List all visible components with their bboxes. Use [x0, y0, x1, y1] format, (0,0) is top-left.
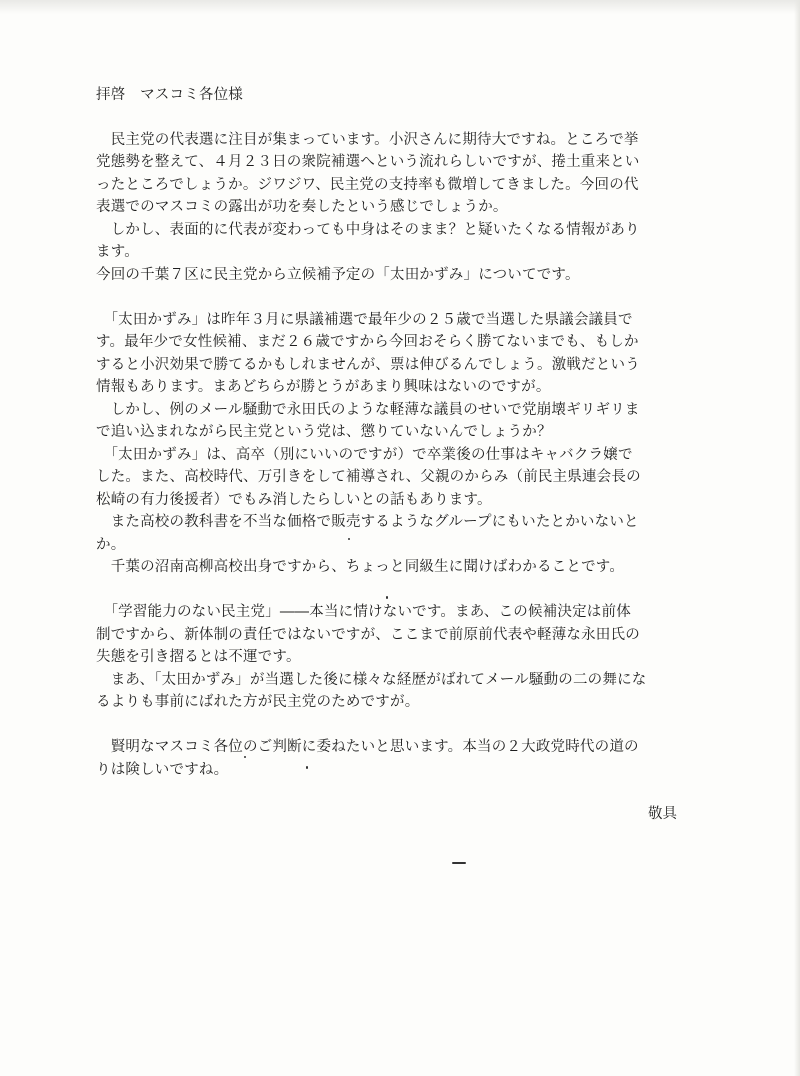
- text-line: か。: [96, 536, 126, 553]
- text-line: りは険しいですね。: [96, 761, 229, 778]
- salutation: 拝啓 マスコミ各位様: [96, 87, 243, 103]
- text-line: した。また、高校時代、万引きをして補導され、父親のからみ（前民主県連会長の: [96, 469, 641, 485]
- paragraph-3: [96, 601, 700, 714]
- text-line: すると小沢効果で勝てるかもしれませんが、票は伸びるんでしょう。激戦だという: [96, 356, 640, 373]
- scan-edge-shadow: [794, 0, 800, 1076]
- scan-speck: [244, 756, 246, 758]
- text-line: しかし、例のメール騒動で永田氏のような軽薄な議員のせいで党崩壊ギリギリま: [96, 401, 640, 418]
- paragraph-gap: [96, 714, 700, 737]
- closing-signoff: 敬具: [648, 806, 677, 822]
- letter-body: [96, 84, 700, 781]
- scan-speck: [386, 596, 388, 599]
- text-line: 今回の千葉７区に民主党から立候補予定の「太田かずみ」についてです。: [96, 266, 580, 283]
- text-line: また高校の教科書を不当な価格で販売するようなグループにもいたとかいないと: [96, 514, 639, 530]
- text-line: 「太田かずみ」は、高卒（別にいいのですが）で卒業後の仕事はキャバクラ嬢で: [96, 446, 633, 463]
- text-line: まあ、「太田かずみ」が当選した後に様々な経歴がばれてメール騒動の二の舞にな: [96, 671, 647, 688]
- text-line: 制ですから、新体制の責任ではないですが、ここまで前原前代表や軽薄な永田氏の: [96, 626, 640, 643]
- text-line: 失態を引き摺るとは不運です。: [96, 649, 301, 665]
- text-line: しかし、表面的に代表が変わっても中身はそのまま？と疑いたくなる情報があり: [96, 221, 640, 238]
- text-line: 賢明なマスコミ各位のご判断に委ねたいと思います。本当の２大政党時代の道の: [96, 739, 639, 755]
- paragraph-1: [96, 129, 700, 287]
- scan-edge-shadow: [0, 0, 800, 14]
- text-line: 情報もあります。まあどちらが勝とうがあまり興味はないのですが。: [96, 379, 551, 395]
- scan-speck: [452, 862, 466, 864]
- text-line: るよりも事前にばれた方が民主党のためですが。: [96, 694, 420, 710]
- text-line: 表選でのマスコミの露出が功を奏したという感じでしょうか。: [96, 199, 508, 215]
- text-line: 「学習能力のない民主党」――本当に情けないです。まあ、この候補決定は前体: [96, 604, 631, 620]
- text-line: で追い込まれながら民主党という党は、懲りていないんでしょうか？: [96, 424, 552, 440]
- paragraph-gap: [96, 286, 700, 309]
- paragraph-2: [96, 309, 700, 579]
- text-line: す。最年少で女性候補、まだ２６歳ですから今回おそらく勝てないまでも、もしか: [96, 334, 639, 350]
- scan-speck: [306, 766, 308, 769]
- text-line: 千葉の沼南高柳高校出身ですから、ちょっと同級生に聞けばわかることです。: [96, 559, 625, 575]
- text-line: ったところでしょうか。ジワジワ、民主党の支持率も微増してきました。今回の代: [96, 176, 639, 193]
- paragraph-gap: [96, 579, 700, 602]
- scan-speck: [348, 538, 350, 540]
- paragraph-4: [96, 736, 700, 781]
- text-line: 「太田かずみ」は昨年３月に県議補選で最年少の２５歳で当選した県議会議員で: [96, 311, 633, 328]
- text-line: 松崎の有力後援者）でもみ消したらしいとの話もあります。: [96, 491, 492, 508]
- text-line: 民主党の代表選に注目が集まっています。小沢さんに期待大ですね。ところで挙: [96, 131, 639, 148]
- text-line: 党態勢を整えて、４月２３日の衆院補選へという流れらしいですが、捲土重来とい: [96, 154, 640, 170]
- text-line: ます。: [96, 244, 139, 260]
